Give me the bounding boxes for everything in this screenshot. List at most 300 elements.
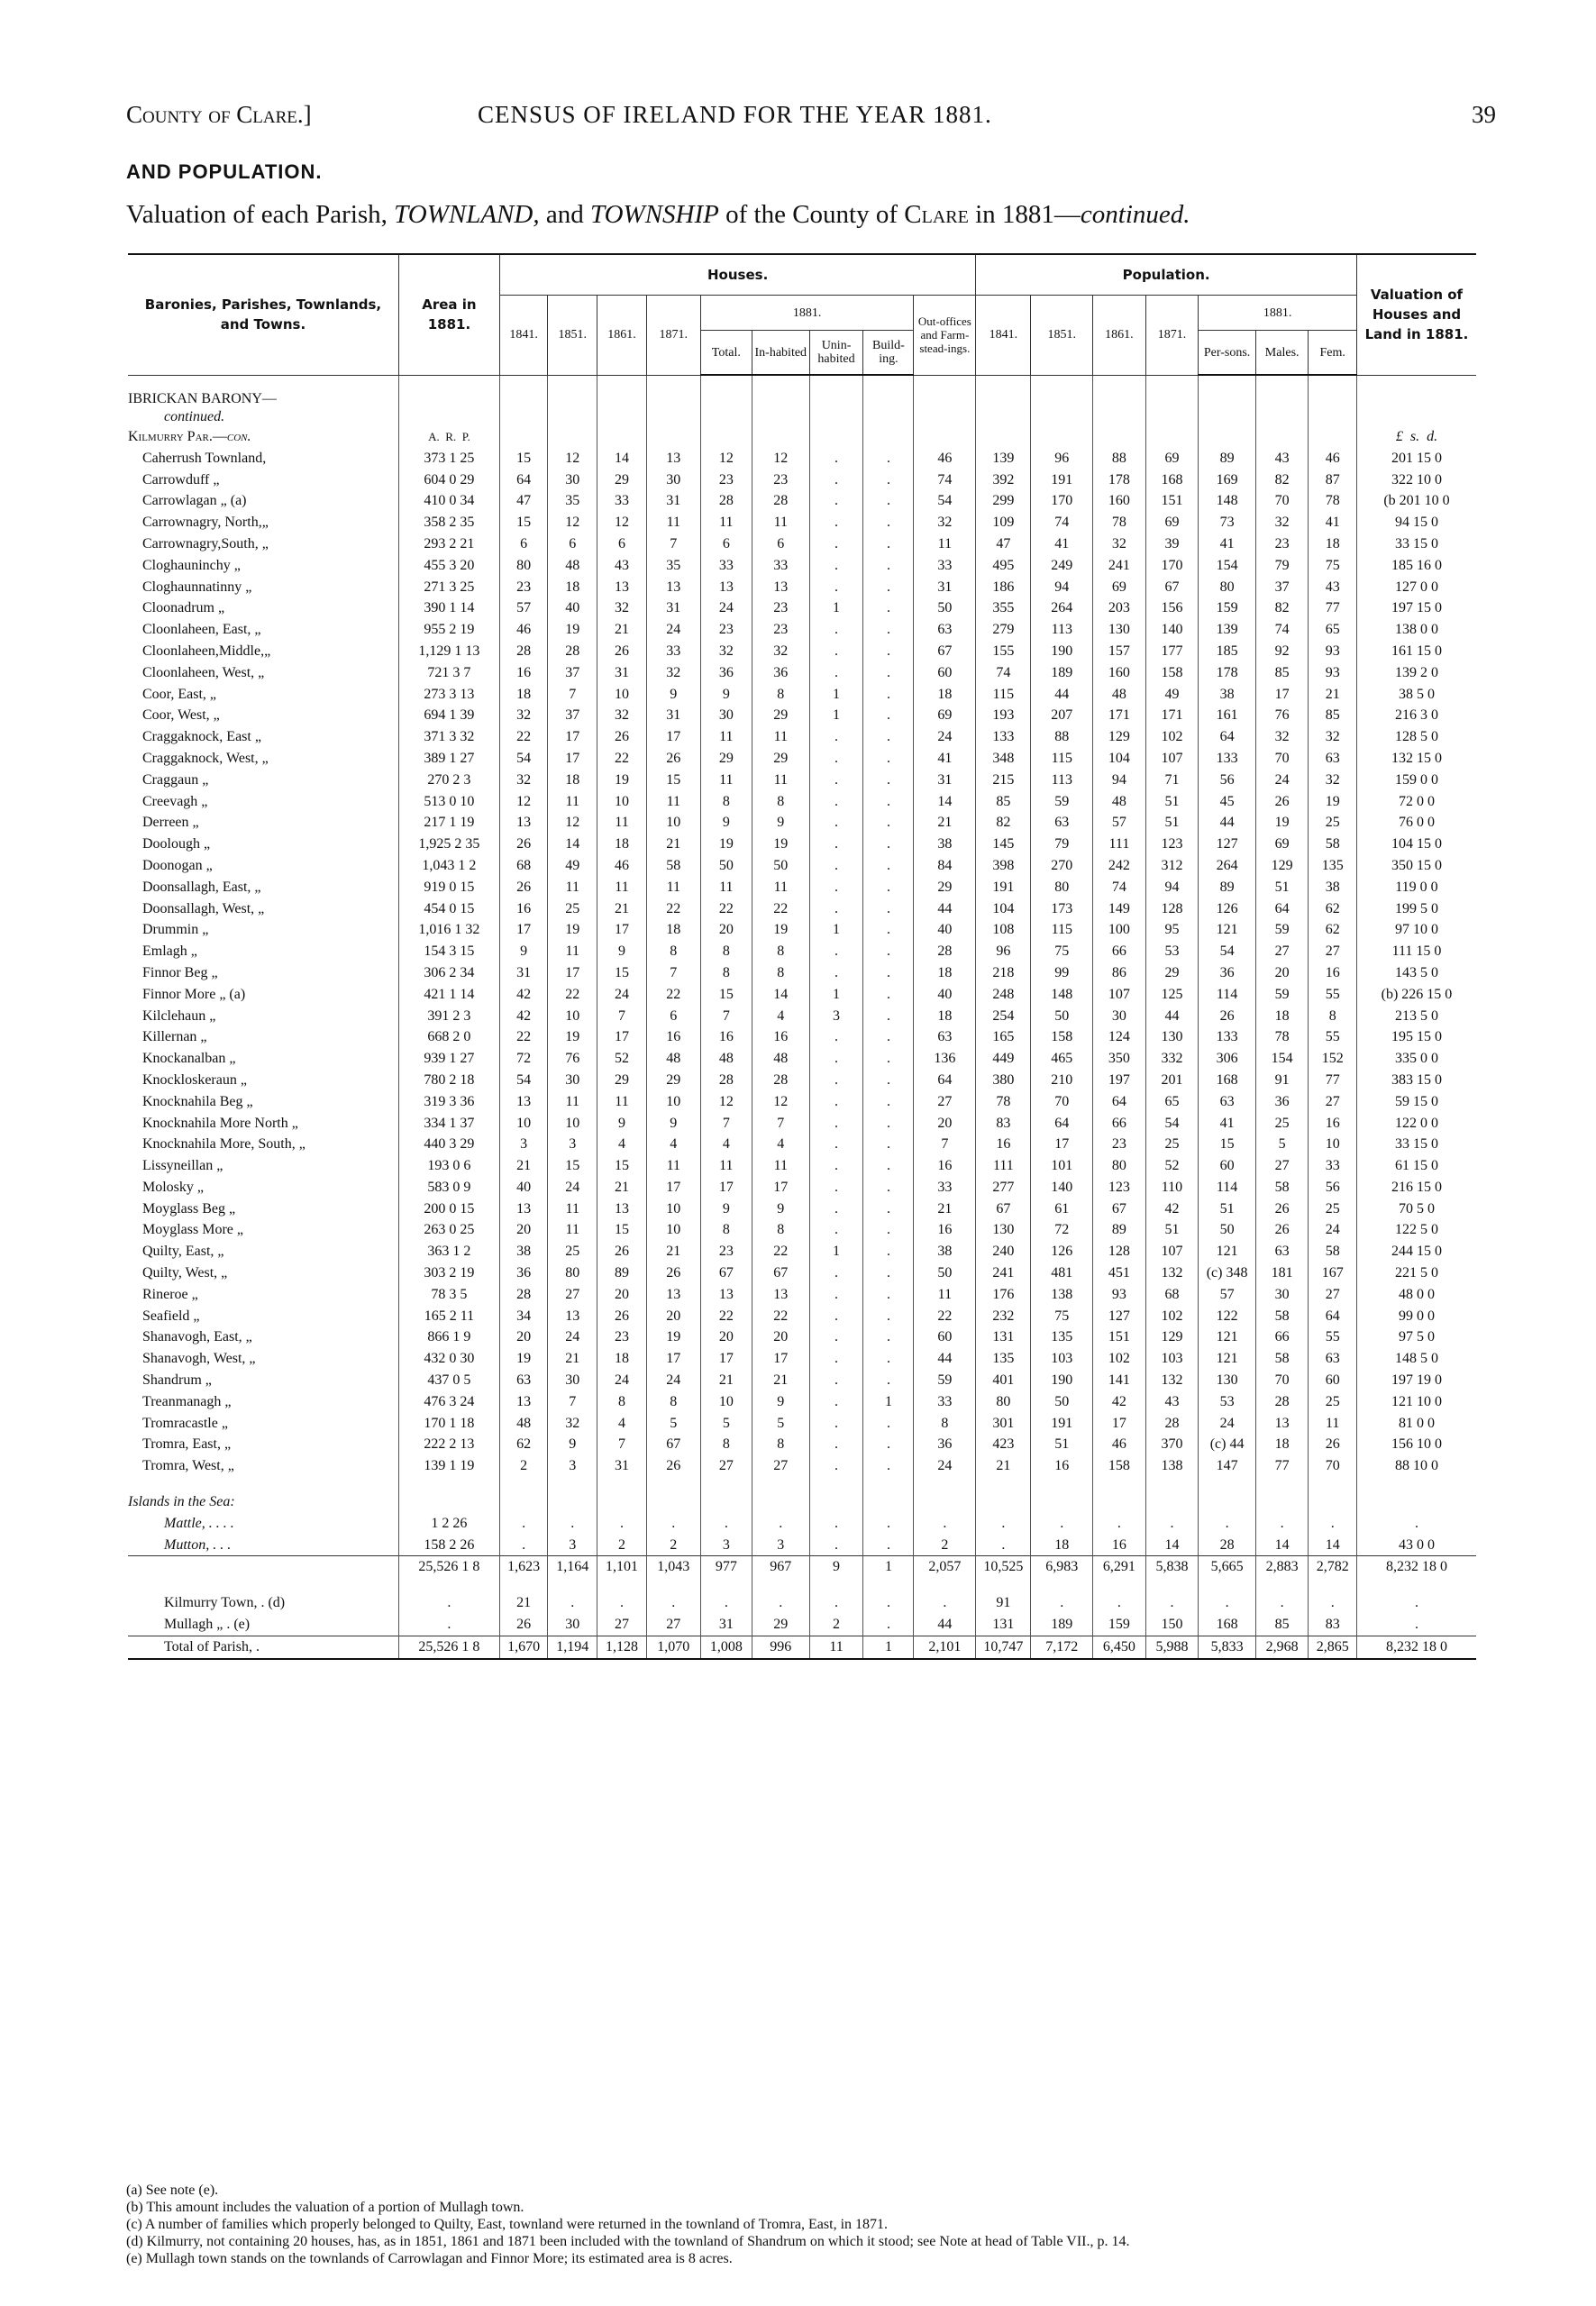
cell: 12: [597, 512, 647, 533]
cell: 5: [752, 1413, 809, 1435]
cell: 10,747: [976, 1636, 1031, 1658]
cell: 13: [646, 577, 700, 598]
cell: 25: [1255, 1113, 1309, 1135]
row-label: Carrownagry, North,„: [142, 515, 269, 531]
cell: 24: [646, 619, 700, 641]
cell: 332: [1145, 1048, 1199, 1070]
cell: 59 15 0: [1356, 1091, 1476, 1113]
cell: 107: [1145, 748, 1199, 770]
barony-heading: IBRICKAN BARONY— continued.: [128, 391, 277, 424]
row-label: [128, 1556, 398, 1578]
cell: 42: [499, 1006, 547, 1027]
cell: .: [863, 1614, 914, 1636]
cell: 23: [1093, 1134, 1146, 1155]
cell: 15: [597, 1219, 647, 1241]
cell: 273 3 13: [398, 684, 499, 706]
cell: 139 1 19: [398, 1455, 499, 1477]
cell: 54: [499, 748, 547, 770]
cell: 36: [1255, 1091, 1309, 1113]
cell: 74: [976, 662, 1031, 684]
cell: 18: [499, 684, 547, 706]
cell: 18: [1255, 1434, 1309, 1455]
cell: 216 15 0: [1356, 1177, 1476, 1199]
cell: 176: [976, 1284, 1031, 1306]
cell: 17: [1093, 1413, 1146, 1435]
cell: 126: [1199, 898, 1256, 920]
cell: 57: [499, 597, 547, 619]
row-label: Carrowduff „: [142, 471, 220, 488]
row-label: Mutton, . . .: [164, 1536, 232, 1553]
cell: 454 0 15: [398, 898, 499, 920]
cell: 10: [646, 812, 700, 834]
cell: 63: [1309, 1348, 1357, 1370]
cell: 24: [914, 726, 976, 748]
cell: 1,043 1 2: [398, 855, 499, 877]
cell: 19: [646, 1326, 700, 1348]
cell: 17: [597, 1026, 647, 1048]
cell: 111: [1093, 834, 1146, 855]
cell: 24: [914, 1455, 976, 1477]
cell: .: [863, 577, 914, 598]
cell: 6: [548, 533, 597, 555]
row-label: Knocknahila More, South, „: [142, 1136, 306, 1153]
cell: 51: [1199, 1199, 1256, 1220]
cell: 58: [1255, 1348, 1309, 1370]
cell: 32: [1255, 726, 1309, 748]
cell: 123: [1145, 834, 1199, 855]
cell: 48: [1093, 684, 1146, 706]
cell: 392: [976, 469, 1031, 491]
cell: 110: [1145, 1177, 1199, 1199]
cell: 24: [1199, 1413, 1256, 1435]
cell: 78 3 5: [398, 1284, 499, 1306]
cell: 13: [700, 577, 752, 598]
cell: 11: [752, 726, 809, 748]
cell: 7: [548, 684, 597, 706]
cell: 129: [1145, 1326, 1199, 1348]
cell: .: [863, 898, 914, 920]
footnote-c: (c) A number of families which properly belonged to Quilty, East, townland were returned in the townland of Tromra, East, in 1871.: [126, 2217, 889, 2232]
cell: 59: [914, 1370, 976, 1391]
cell: .: [809, 1348, 863, 1370]
cell: 54: [1145, 1113, 1199, 1135]
cell: 69: [1145, 512, 1199, 533]
cell: 264: [1199, 855, 1256, 877]
cell: 10,525: [976, 1556, 1031, 1578]
cell: 138: [1031, 1284, 1093, 1306]
cell: 32: [597, 705, 647, 726]
cell: 248: [976, 984, 1031, 1006]
col-p1841: 1841.: [976, 296, 1031, 376]
cell: 89: [597, 1262, 647, 1284]
cell: .: [863, 984, 914, 1006]
cell: 133: [1199, 748, 1256, 770]
cell: 355: [976, 597, 1031, 619]
row-label: Creevagh „: [142, 793, 208, 809]
cell: 30: [646, 469, 700, 491]
cell: 16: [1093, 1535, 1146, 1556]
cell: 70: [1309, 1455, 1357, 1477]
cell: .: [863, 1434, 914, 1455]
townland-row: [128, 555, 1476, 577]
townland-row: [128, 619, 1476, 641]
cell: 29: [752, 705, 809, 726]
townland-row: [128, 597, 1476, 619]
cell: 15: [646, 770, 700, 791]
cell: 148 5 0: [1356, 1348, 1476, 1370]
cell: 131: [976, 1614, 1031, 1636]
cell: 380: [976, 1070, 1031, 1091]
cell: 145: [976, 834, 1031, 855]
col-h1881: 1881.: [700, 296, 914, 331]
cell: 18: [914, 1006, 976, 1027]
cell: .: [914, 1513, 976, 1535]
cell: 111 15 0: [1356, 941, 1476, 962]
cell: 24: [548, 1326, 597, 1348]
cell: 8: [752, 684, 809, 706]
cell: (c) 44: [1199, 1434, 1256, 1455]
cell: 11: [548, 1219, 597, 1241]
cell: 350: [1093, 1048, 1146, 1070]
cell: .: [809, 1091, 863, 1113]
cell: 52: [1145, 1155, 1199, 1177]
row-label: Craggaknock, East „: [142, 729, 261, 745]
cell: .: [809, 1262, 863, 1284]
cell: 27: [1255, 1155, 1309, 1177]
cell: 24: [646, 1370, 700, 1391]
cell: 89: [1093, 1219, 1146, 1241]
cell: .: [1093, 1513, 1146, 1535]
cell: .: [809, 619, 863, 641]
cell: 62: [1309, 919, 1357, 941]
cell: 11: [548, 941, 597, 962]
cell: .: [809, 1284, 863, 1306]
cell: 371 3 32: [398, 726, 499, 748]
cell: 12: [700, 448, 752, 469]
cell: .: [863, 1326, 914, 1348]
cell: 76: [1255, 705, 1309, 726]
cell: .: [809, 490, 863, 512]
cell: 335 0 0: [1356, 1048, 1476, 1070]
cell: .: [809, 898, 863, 920]
cell: 21: [597, 1177, 647, 1199]
cell: 61: [1031, 1199, 1093, 1220]
cell: 36: [700, 662, 752, 684]
cell: 241: [1093, 555, 1146, 577]
cell: .: [1356, 1614, 1476, 1636]
cell: 29: [752, 748, 809, 770]
cell: 74: [914, 469, 976, 491]
cell: 306: [1199, 1048, 1256, 1070]
cell: 22: [597, 748, 647, 770]
cell: 28: [700, 1070, 752, 1091]
cell: 26: [1255, 1199, 1309, 1220]
cell: 40: [914, 984, 976, 1006]
cell: 17: [499, 919, 547, 941]
cell: 35: [646, 555, 700, 577]
cell: 19: [597, 770, 647, 791]
cell: .: [863, 791, 914, 813]
cell: 20: [646, 1306, 700, 1327]
cell: .: [646, 1513, 700, 1535]
cell: 15: [499, 448, 547, 469]
cell: 147: [1199, 1455, 1256, 1477]
cell: 63: [1309, 748, 1357, 770]
cell: 23: [752, 597, 809, 619]
cell: 27: [1309, 1091, 1357, 1113]
cell: 22: [914, 1306, 976, 1327]
row-label: Emlagh „: [142, 943, 197, 960]
cell: 150: [1145, 1614, 1199, 1636]
townland-row: [128, 684, 1476, 706]
cell: 67: [1145, 577, 1199, 598]
cell: 60: [1309, 1370, 1357, 1391]
cell: 65: [1309, 619, 1357, 641]
cell: 51: [1145, 1219, 1199, 1241]
cell: 161 15 0: [1356, 641, 1476, 662]
cell: 189: [1031, 662, 1093, 684]
cell: 132 15 0: [1356, 748, 1476, 770]
townland-row: [128, 877, 1476, 898]
cell: 21: [597, 619, 647, 641]
cell: 48: [548, 555, 597, 577]
col-outoffices: Out-offices and Farm-stead-ings.: [914, 296, 976, 376]
cell: 19: [499, 1348, 547, 1370]
cell: 18: [1031, 1535, 1093, 1556]
cell: 41: [1309, 512, 1357, 533]
row-label: Doonogan „: [142, 857, 213, 873]
row-label: Carrownagry,South, „: [142, 535, 269, 551]
cell: 60: [914, 1326, 976, 1348]
cell: 23: [1255, 533, 1309, 555]
cell: 170: [1145, 555, 1199, 577]
cell: .: [1093, 1592, 1146, 1614]
cell: 319 3 36: [398, 1091, 499, 1113]
cell: .: [863, 1113, 914, 1135]
cell: 85: [1255, 1614, 1309, 1636]
cell: 85: [1255, 662, 1309, 684]
cell: 24: [1309, 1219, 1357, 1241]
row-label: Caherrush Townland,: [142, 450, 267, 466]
cell: 94: [1145, 877, 1199, 898]
cell: 13: [597, 1199, 647, 1220]
cell: 88: [1031, 726, 1093, 748]
cell: 465: [1031, 1048, 1093, 1070]
cell: 11: [752, 1155, 809, 1177]
cell: .: [863, 877, 914, 898]
cell: .: [863, 1535, 914, 1556]
cell: 94: [1093, 770, 1146, 791]
cell: 158: [1031, 1026, 1093, 1048]
cell: 193: [976, 705, 1031, 726]
cell: 11: [548, 1199, 597, 1220]
cell: 24: [597, 984, 647, 1006]
cell: 11: [914, 533, 976, 555]
cell: 17: [646, 1177, 700, 1199]
cell: 43: [1145, 1391, 1199, 1413]
cell: 4: [752, 1006, 809, 1027]
col-names: Baronies, Parishes, Townlands, and Towns.: [128, 254, 398, 375]
cell: 32: [1093, 533, 1146, 555]
cell: 13: [752, 577, 809, 598]
cell: 23: [752, 469, 809, 491]
cell: 27: [1309, 1284, 1357, 1306]
townland-row: [128, 1241, 1476, 1262]
cell: .: [809, 577, 863, 598]
cell: 17: [700, 1177, 752, 1199]
cell: 32: [499, 705, 547, 726]
table-body: [128, 375, 1476, 1659]
cell: 67: [646, 1434, 700, 1455]
cell: 21: [597, 898, 647, 920]
row-label: Lissyneillan „: [142, 1158, 223, 1174]
cell: 79: [1031, 834, 1093, 855]
cell: 93: [1309, 641, 1357, 662]
cell: .: [863, 812, 914, 834]
col-uninhabited: Unin-habited: [809, 331, 863, 376]
cell: 91: [976, 1592, 1031, 1614]
cell: 149: [1093, 898, 1146, 920]
row-label: Mullagh „ . (e): [164, 1617, 251, 1633]
cell: 151: [1093, 1326, 1146, 1348]
cell: 2,865: [1309, 1636, 1357, 1658]
cell: 96: [1031, 448, 1093, 469]
cell: .: [809, 1026, 863, 1048]
cell: 8: [752, 1434, 809, 1455]
cell: 46: [914, 448, 976, 469]
cell: 139 2 0: [1356, 662, 1476, 684]
cell: 135: [976, 1348, 1031, 1370]
cell: 10: [548, 1113, 597, 1135]
cell: 178: [1199, 662, 1256, 684]
cell: 21: [700, 1370, 752, 1391]
cell: .: [809, 1434, 863, 1455]
cell: 13: [499, 812, 547, 834]
cell: 43: [1309, 577, 1357, 598]
cell: 55: [1309, 984, 1357, 1006]
cell: 1: [809, 919, 863, 941]
cell: 72: [1031, 1219, 1093, 1241]
cell: 11: [752, 877, 809, 898]
footnote-a: (a) See note (e).: [126, 2183, 219, 2198]
cell: 17: [1031, 1134, 1093, 1155]
cell: 186: [976, 577, 1031, 598]
cell: 171: [1145, 705, 1199, 726]
running-head-center: CENSUS OF IRELAND FOR THE YEAR 1881.: [478, 101, 992, 128]
col-valuation: Valuation of Houses and Land in 1881.: [1356, 254, 1476, 375]
cell: 210: [1031, 1070, 1093, 1091]
cell: 138: [1145, 1455, 1199, 1477]
cell: 24: [597, 1370, 647, 1391]
cell: 158 2 26: [398, 1535, 499, 1556]
cell: 11: [700, 877, 752, 898]
cell: 203: [1093, 597, 1146, 619]
cell: 7: [646, 962, 700, 984]
cell: 32: [1309, 770, 1357, 791]
cell: 28: [499, 1284, 547, 1306]
townland-row: [128, 1348, 1476, 1370]
cell: 9: [499, 941, 547, 962]
cell: 30: [700, 705, 752, 726]
row-label: Drummin „: [142, 922, 209, 938]
cell: 19: [1309, 791, 1357, 813]
cell: 42: [1145, 1199, 1199, 1220]
cell: 45: [1199, 791, 1256, 813]
cell: 32: [752, 641, 809, 662]
cell: 363 1 2: [398, 1241, 499, 1262]
cell: 170 1 18: [398, 1413, 499, 1435]
cell: 277: [976, 1177, 1031, 1199]
cell: 70: [1031, 1091, 1093, 1113]
cell: 2: [499, 1455, 547, 1477]
cell: 17: [700, 1348, 752, 1370]
cell: 13: [548, 1306, 597, 1327]
cell: 85: [976, 791, 1031, 813]
cell: 481: [1031, 1262, 1093, 1284]
cell: 32: [700, 641, 752, 662]
cell: 41: [1199, 533, 1256, 555]
cell: 50: [1031, 1006, 1093, 1027]
cell: .: [863, 1155, 914, 1177]
cell: 6,450: [1093, 1636, 1146, 1658]
cell: 11: [809, 1636, 863, 1658]
cell: 6,983: [1031, 1556, 1093, 1578]
cell: 13: [1255, 1413, 1309, 1435]
cell: 87: [1309, 469, 1357, 491]
cell: .: [863, 748, 914, 770]
cell: 97 10 0: [1356, 919, 1476, 941]
cell: 17: [548, 748, 597, 770]
col-houses: Houses.: [499, 254, 975, 296]
cell: 48: [499, 1413, 547, 1435]
cell: 10: [646, 1219, 700, 1241]
cell: .: [863, 1177, 914, 1199]
town-row: [128, 1592, 1476, 1614]
cell: 129: [1255, 855, 1309, 877]
cell: 171: [1093, 705, 1146, 726]
cell: 156 10 0: [1356, 1434, 1476, 1455]
census-table: [128, 253, 1476, 1660]
cell: 63: [499, 1370, 547, 1391]
cell: 115: [1031, 748, 1093, 770]
cell: 33 15 0: [1356, 533, 1476, 555]
cell: 21: [914, 812, 976, 834]
cell: 1: [863, 1556, 914, 1578]
cell: 113: [1031, 770, 1093, 791]
townland-row: [128, 1413, 1476, 1435]
cell: 1: [809, 684, 863, 706]
cell: 29: [752, 1614, 809, 1636]
cell: .: [863, 941, 914, 962]
cell: .: [809, 770, 863, 791]
cell: 17: [752, 1177, 809, 1199]
townland-row: [128, 1455, 1476, 1477]
cell: 201 15 0: [1356, 448, 1476, 469]
cell: 30: [548, 1370, 597, 1391]
cell: 48: [646, 1048, 700, 1070]
cell: 93: [1309, 662, 1357, 684]
cell: 24: [1255, 770, 1309, 791]
cell: 53: [1145, 941, 1199, 962]
cell: 31: [597, 662, 647, 684]
cell: 8: [914, 1413, 976, 1435]
cell: 301: [976, 1413, 1031, 1435]
cell: 18: [597, 1348, 647, 1370]
cell: 140: [1031, 1177, 1093, 1199]
cell: 11: [597, 877, 647, 898]
cell: .: [809, 1155, 863, 1177]
cell: .: [1145, 1513, 1199, 1535]
